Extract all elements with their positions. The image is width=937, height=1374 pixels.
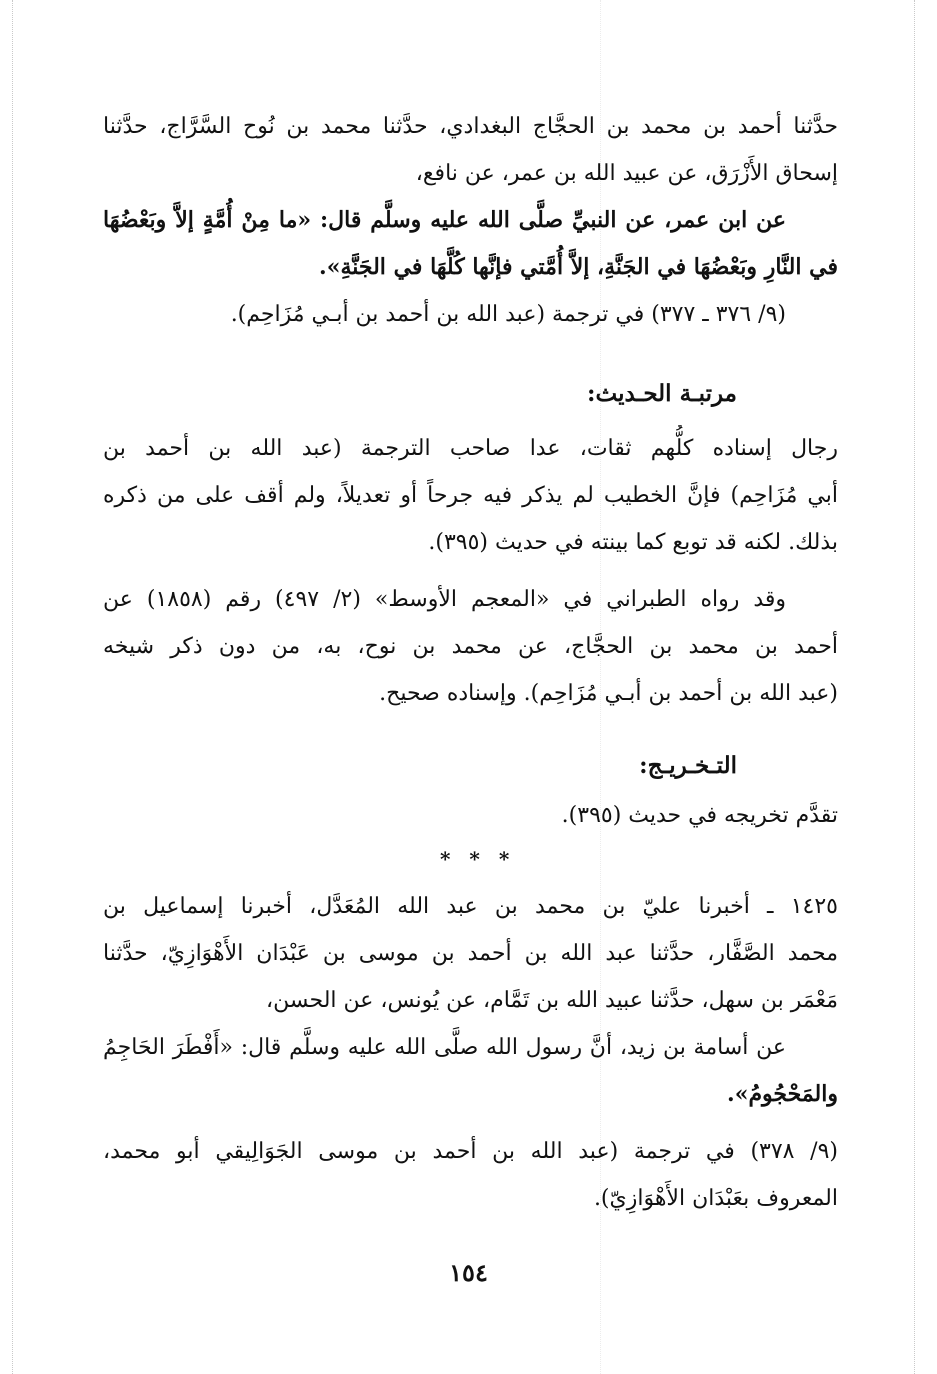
- text-line: أبي مُزَاحِم) فإنَّ الخطيب لم يذكر فيه جرحاً أو تعديلاً، ولم أقف على من ذكره: [103, 483, 838, 508]
- text-line: تقدَّم تخريجه في حديث (٣٩٥).: [561, 803, 838, 828]
- text-line: والمَحْجُومُ».: [727, 1081, 838, 1107]
- text-line: عن ابن عمر، عن النبيِّ صلَّى الله عليه وسلَّم قال: «ما مِنْ أُمَّةٍ إلاَّ وبَعْضُهَا: [103, 207, 786, 233]
- section-heading-grade: مرتبـة الحـديث:: [587, 380, 737, 407]
- text-line: رجال إسناده كلُّهم ثقات، عدا صاحب الترجمة (عبد الله بن أحمد بن: [103, 436, 838, 461]
- text-line: المعروف بعَبْدَان الأَهْوَازِيّ).: [593, 1186, 838, 1211]
- hadith-block-1425: [103, 883, 838, 1222]
- section-separator: * * *: [440, 847, 516, 871]
- right-margin-guide: [914, 0, 915, 1374]
- text-line: إسحاق الأَزْرَق، عن عبيد الله بن عمر، عن نافع،: [415, 161, 838, 186]
- text-line: في النَّارِ وبَعْضُهَا في الجَنَّةِ، إلاَّ أُمَّتي فإنَّها كُلَّهَا في الجَنَّةِ».: [319, 254, 838, 280]
- section-heading-takhrij: التـخـريـج:: [639, 752, 737, 779]
- text-line: أحمد بن محمد بن الحجَّاج، عن محمد بن نوح، به، من دون ذكر شيخه: [103, 634, 838, 659]
- source-reference: (٩/ ٣٧٨) في ترجمة (عبد الله بن أحمد بن موسى الجَوَالِيقي أبو محمد،: [103, 1139, 838, 1164]
- takhrij-text: [103, 792, 838, 839]
- left-margin-guide: [12, 0, 13, 1374]
- text-line: عن أسامة بن زيد، أنَّ رسول الله صلَّى الله عليه وسلَّم قال: «أَفْطَرَ الحَاجِمُ: [103, 1035, 786, 1060]
- text-line: ١٤٢٥ ـ أخبرنا عليّ بن محمد بن عبد الله المُعَدَّل، أخبرنا إسماعيل بن: [103, 894, 838, 919]
- text-line: مَعْمَر بن سهل، حدَّثنا عبيد الله بن تَمَّام، عن يُونس، عن الحسن،: [266, 988, 838, 1013]
- text-line: حدَّثنا أحمد بن محمد بن الحجَّاج البغدادي، حدَّثنا محمد بن نُوح السَّرَّاج، حدَّثنا: [103, 114, 838, 139]
- source-reference: (٩/ ٣٧٦ ـ ٣٧٧) في ترجمة (عبد الله بن أحمد بن أبـي مُزَاحِم).: [230, 302, 786, 327]
- text-line: بذلك. لكنه قد توبع كما بينته في حديث (٣٩٥).: [428, 530, 838, 555]
- hadith-block-1: [103, 103, 838, 338]
- grade-discussion: [103, 425, 838, 717]
- text-line: (عبد الله بن أحمد بن أبـي مُزَاحِم). وإسناده صحيح.: [379, 681, 838, 706]
- text-line: محمد الصَّفَّار، حدَّثنا عبد الله بن أحمد بن موسى بن عَبْدَان الأَهْوَازِيّ، حدَّثنا: [103, 941, 838, 966]
- page-number: ١٥٤: [449, 1258, 488, 1287]
- text-line: وقد رواه الطبراني في «المعجم الأوسط» (٢/ ٤٩٧) رقم (١٨٥٨) عن: [103, 587, 787, 612]
